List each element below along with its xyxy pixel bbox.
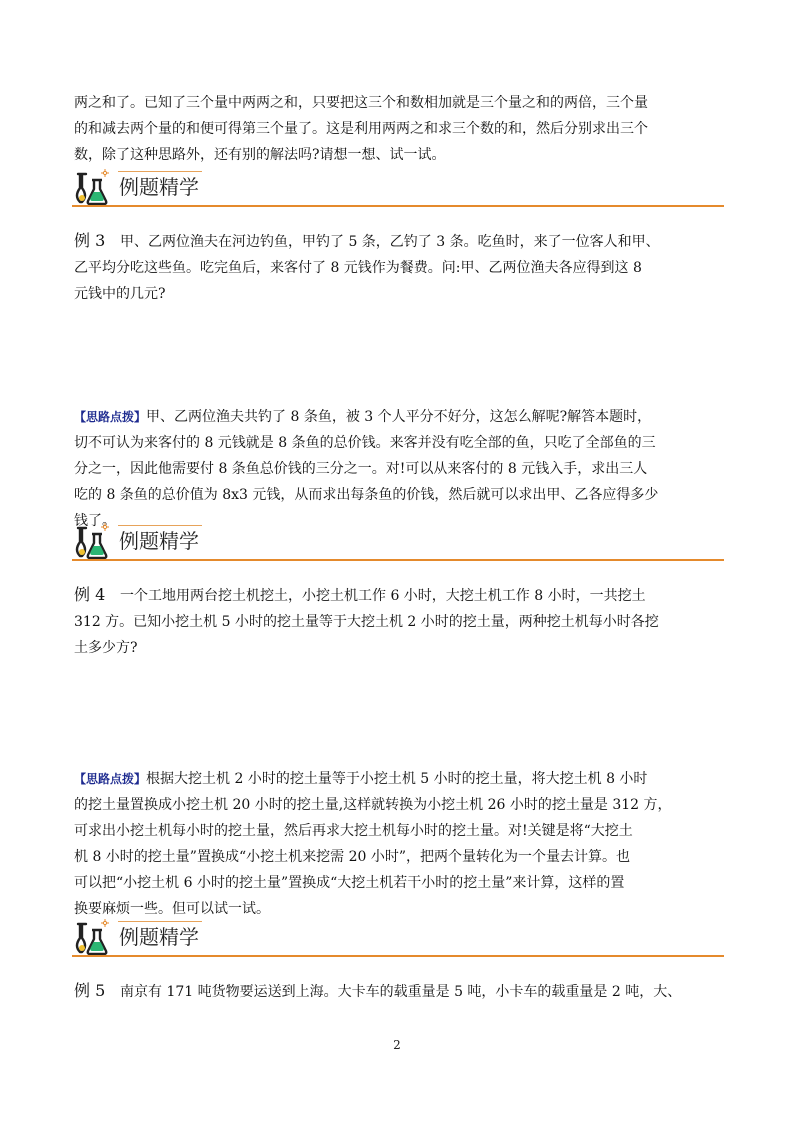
header-bottom-rule (72, 559, 724, 561)
example-5 (74, 978, 724, 1005)
example-3 (74, 228, 724, 307)
header-bottom-rule (72, 205, 724, 207)
section-header (72, 168, 724, 208)
example-line: 土多少方? (74, 640, 138, 656)
hint-line (74, 766, 724, 792)
section-header (72, 918, 724, 958)
hint-line: 可以把“小挖土机 6 小时的挖土量”置换成“大挖土机若干小时的挖土量”来计算，这样的置 (74, 875, 625, 891)
hint-4 (74, 766, 724, 922)
hint-line: 切不可认为来客付的 8 元钱就是 8 条鱼的总价钱。来客并没有吃全部的鱼，只吃了全部鱼的三 (74, 435, 656, 451)
example-line: 乙平均分吃这些鱼。吃完鱼后，来客付了 8 元钱作为餐费。问:甲、乙两位渔夫各应得到这 8 (74, 260, 642, 276)
example-line: 元钱中的几元? (74, 286, 166, 302)
page-number: 2 (393, 1038, 401, 1052)
hint-line: 机 8 小时的挖土量”置换成“小挖土机来挖需 20 小时”，把两个量转化为一个量去计算。也 (74, 849, 630, 865)
example-text: 甲、乙两位渔夫在河边钓鱼，甲钓了 5 条，乙钓了 3 条。吃鱼时，来了一位客人和甲、 (120, 234, 660, 250)
example-text: 一个工地用两台挖土机挖土，小挖土机工作 6 小时，大挖土机工作 8 小时，一共挖土 (120, 588, 646, 604)
example-line (74, 978, 724, 1005)
intro-line: 两之和了。已知了三个量中两两之和，只要把这三个和数相加就是三个量之和的两倍，三个量 (74, 95, 648, 111)
example-line (74, 582, 724, 609)
hint-line: 的挖土量置换成小挖土机 20 小时的挖土量,这样就转换为小挖土机 26 小时的挖土量是 312 方， (74, 797, 672, 813)
section-title: 例题精学 (119, 529, 199, 553)
example-4 (74, 582, 724, 661)
header-top-rule (118, 525, 202, 526)
lab-flask-icon (72, 918, 112, 958)
intro-line: 的和减去两个量的和便可得第三个量了。这是利用两两之和求三个数的和，然后分别求出三个 (74, 121, 648, 137)
example-label: 例 5 (74, 981, 106, 1000)
header-top-rule (118, 921, 202, 922)
lab-flask-icon (72, 168, 112, 208)
hint-tag: 【思路点拨】 (74, 772, 147, 786)
hint-line: 钱了。 (74, 513, 116, 529)
hint-3 (74, 404, 724, 534)
lab-flask-icon (72, 522, 112, 562)
hint-line: 可求出小挖土机每小时的挖土量，然后再求大挖土机每小时的挖土量。对!关键是将“大挖土 (74, 823, 633, 839)
hint-line: 换要麻烦一些。但可以试一试。 (74, 901, 270, 917)
example-text: 南京有 171 吨货物要运送到上海。大卡车的载重量是 5 吨，小卡车的载重量是 2 吨，大、 (120, 984, 682, 1000)
example-label: 例 3 (74, 231, 106, 250)
hint-text: 根据大挖土机 2 小时的挖土量等于小挖土机 5 小时的挖土量，将大挖土机 8 小时 (146, 771, 648, 787)
header-bottom-rule (72, 955, 724, 957)
intro-paragraph (74, 90, 724, 168)
hint-tag: 【思路点拨】 (74, 410, 147, 424)
hint-line: 吃的 8 条鱼的总价值为 8x3 元钱，从而求出每条鱼的价钱，然后就可以求出甲、乙各应得多少 (74, 487, 659, 503)
hint-text: 甲、乙两位渔夫共钓了 8 条鱼，被 3 个人平分不好分，这怎么解呢?解答本题时， (146, 409, 652, 425)
section-header (72, 522, 724, 562)
header-top-rule (118, 171, 202, 172)
example-line (74, 228, 724, 255)
intro-line: 数，除了这种思路外，还有别的解法吗?请想一想、试一试。 (74, 147, 446, 163)
hint-line: 分之一，因此他需要付 8 条鱼总价钱的三分之一。对!可以从来客付的 8 元钱入手，求出三人 (74, 461, 648, 477)
example-line: 312 方。已知小挖土机 5 小时的挖土量等于大挖土机 2 小时的挖土量，两种挖土机每小时各挖 (74, 614, 659, 630)
section-title: 例题精学 (119, 175, 199, 199)
section-title: 例题精学 (119, 925, 199, 949)
hint-line (74, 404, 724, 430)
example-label: 例 4 (74, 585, 106, 604)
